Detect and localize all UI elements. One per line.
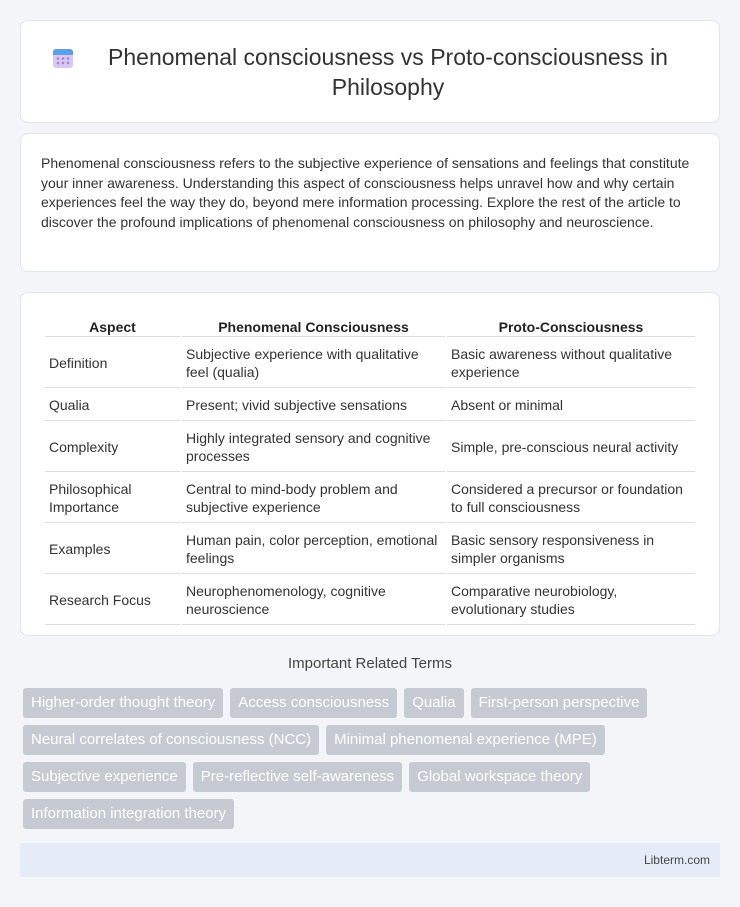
table-cell: Qualia <box>45 390 180 421</box>
header-phenomenal: Phenomenal Consciousness <box>182 315 445 337</box>
table-row <box>45 423 695 472</box>
table-row <box>45 576 695 625</box>
table-row <box>45 525 695 574</box>
table-cell: Present; vivid subjective sensations <box>182 390 445 421</box>
page-title: Phenomenal consciousness vs Proto-consciousness in Philosophy <box>108 43 668 100</box>
header-aspect: Aspect <box>45 315 180 337</box>
table-cell: Simple, pre-conscious neural activity <box>447 423 695 472</box>
table-cell: Comparative neurobiology, evolutionary studies <box>447 576 695 625</box>
title-wrap <box>51 42 689 102</box>
table-cell: Central to mind-body problem and subjective experience <box>182 474 445 523</box>
term-tag[interactable]: Qualia <box>404 688 463 718</box>
table-header-row <box>45 315 695 337</box>
table-row <box>45 474 695 523</box>
title-card <box>20 20 720 123</box>
table-cell: Research Focus <box>45 576 180 625</box>
table-cell: Considered a precursor or foundation to full consciousness <box>447 474 695 523</box>
table-row <box>45 390 695 421</box>
term-tag[interactable]: Access consciousness <box>230 688 397 718</box>
intro-card <box>20 133 720 272</box>
related-terms-title: Important Related Terms <box>288 655 452 672</box>
footer-site-link[interactable]: Libterm.com <box>643 853 710 867</box>
table-cell: Basic awareness without qualitative experience <box>447 339 695 388</box>
table-cell: Human pain, color perception, emotional feelings <box>182 525 445 574</box>
table-cell: Examples <box>45 525 180 574</box>
table-cell: Complexity <box>45 423 180 472</box>
term-tag[interactable]: Information integration theory <box>23 799 234 829</box>
header-proto: Proto-Consciousness <box>447 315 695 337</box>
comparison-table-card <box>20 292 720 636</box>
comparison-table <box>43 313 697 627</box>
table-cell: Philosophical Importance <box>45 474 180 523</box>
table-cell: Definition <box>45 339 180 388</box>
table-cell: Highly integrated sensory and cognitive processes <box>182 423 445 472</box>
term-tag[interactable]: Global workspace theory <box>409 762 590 792</box>
table-cell: Neurophenomenology, cognitive neuroscience <box>182 576 445 625</box>
term-tag[interactable]: Neural correlates of consciousness (NCC) <box>23 725 319 755</box>
term-tag[interactable]: Pre-reflective self-awareness <box>193 762 402 792</box>
table-row <box>45 339 695 388</box>
term-tag[interactable]: Higher-order thought theory <box>23 688 223 718</box>
term-tag[interactable]: First-person perspective <box>471 688 648 718</box>
table-cell: Subjective experience with qualitative feel (qualia) <box>182 339 445 388</box>
related-terms-list <box>23 688 723 829</box>
term-tag[interactable]: Minimal phenomenal experience (MPE) <box>326 725 605 755</box>
table-cell: Basic sensory responsiveness in simpler organisms <box>447 525 695 574</box>
term-tag[interactable]: Subjective experience <box>23 762 186 792</box>
calendar-icon <box>51 46 75 70</box>
footer <box>20 843 720 877</box>
intro-paragraph: Phenomenal consciousness refers to the subjective experience of sensations and feelings that constitute your inner awareness. Understanding this aspect of consciousness helps unravel how and why certain experiences feel the way they do, beyond mere information processing. Explore the rest of the article to discover the profound implications of phenomenal consciousness on philosophy and neuroscience. <box>41 155 690 230</box>
table-cell: Absent or minimal <box>447 390 695 421</box>
